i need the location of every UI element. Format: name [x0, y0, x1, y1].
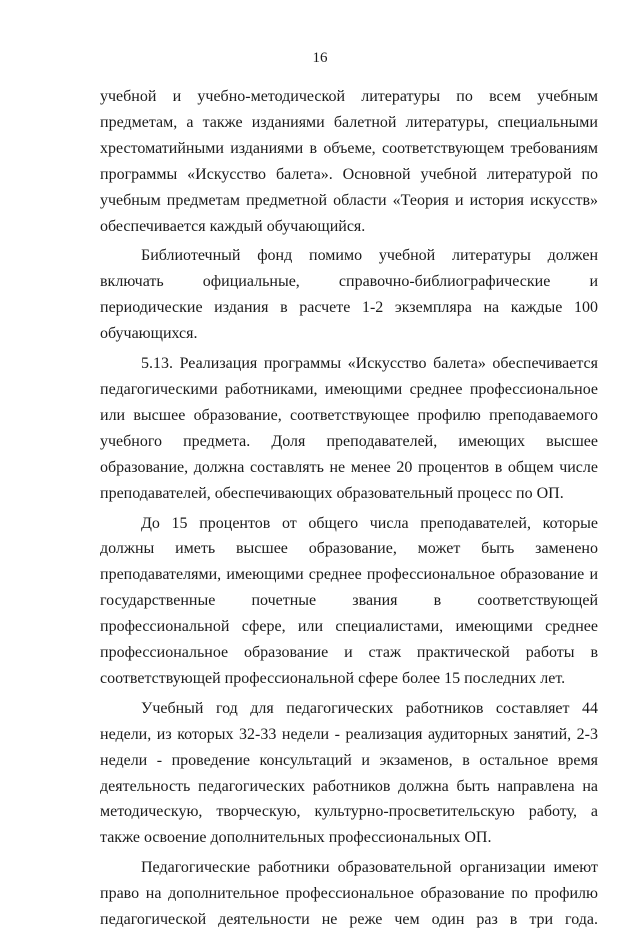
paragraph-library-literature: учебной и учебно-методической литературы по всем учебным предметам, а также изданиями балетной литературы, специальными хрестоматийными изданиями в объеме, соответствующем требованиям программы «Искусство балета». Основной учебной литературой по учебным предметам предметной области «Теория и история искусств» обеспечивается каждый обучающийся. [100, 88, 598, 235]
paragraph-library-fund: Библиотечный фонд помимо учебной литературы должен включать официальные, справочно-библиографические и периодические издания в расчете 1-2 экземпляра на каждые 100 обучающихся. [100, 247, 598, 343]
paragraph-academic-year: Учебный год для педагогических работников составляет 44 недели, из которых 32-33 недели - реализация аудиторных занятий, 2-3 недели - проведение консультаций и экзаменов, в остальное время деятельность педагогических работников должна быть направлена на методическую, творческую, культурно-просветительскую работу, а также освоение дополнительных профессиональных ОП. [100, 699, 598, 847]
paragraph-professional-development: Педагогические работники образовательной организации имеют право на дополнительное профессиональное образование по профилю педагогической деятельности не реже чем один раз в три года. [100, 859, 598, 929]
paragraph-section-5-13: 5.13. Реализация программы «Искусство балета» обеспечивается педагогическими работниками, имеющими среднее профессиональное или высшее образование, соответствующее профилю преподаваемого учебного предмета. Доля преподавателей, имеющих высшее образование, должна составлять не менее 20 процентов в общем числе преподавателей, обеспечивающих образовательный процесс по ОП. [100, 355, 598, 502]
page-number: 16 [312, 50, 328, 66]
paragraph-teacher-replacement: До 15 процентов от общего числа преподавателей, которые должны иметь высшее образование, может быть заменено преподавателями, имеющими среднее профессиональное образование и государственные почетные звания в соответствующей профессиональной сфере, или специалистами, имеющими среднее профессиональное образование и стаж практической работы в соответствующей профессиональной сфере более 15 последних лет. [100, 514, 598, 687]
document-body [100, 84, 598, 933]
